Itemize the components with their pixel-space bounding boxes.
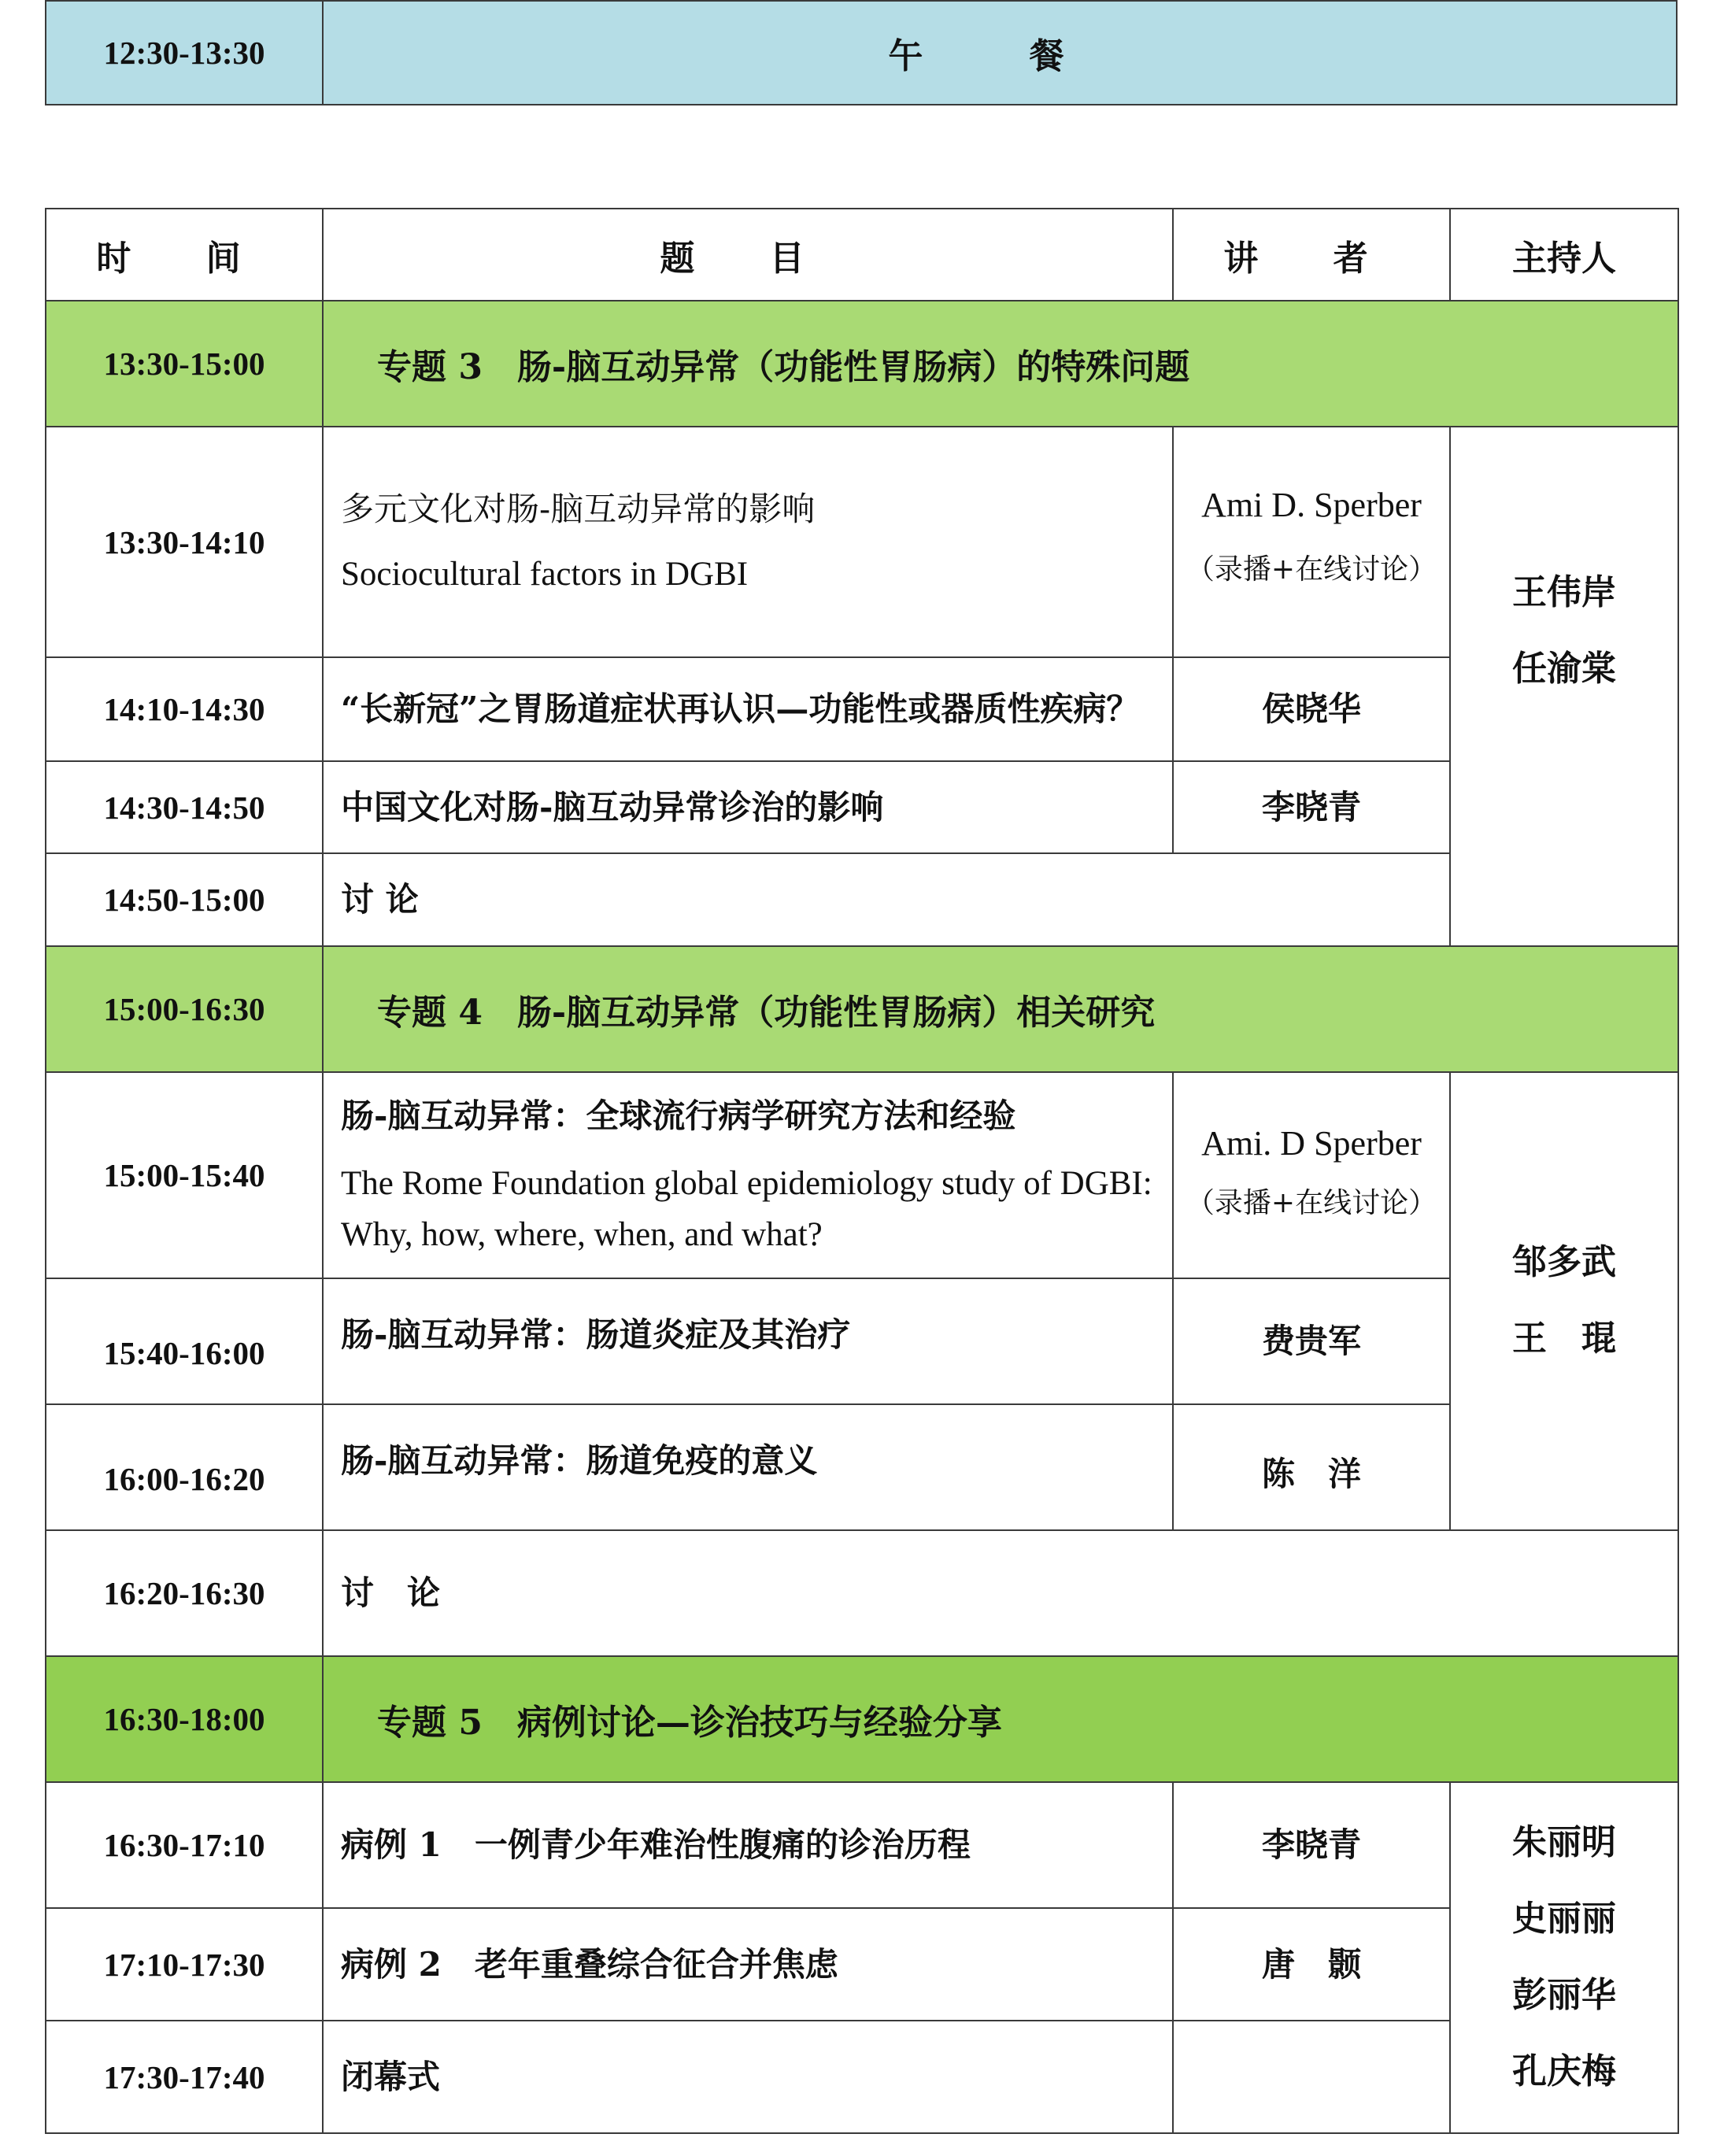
topic-zh: “长新冠”之胃肠道症状再认识—功能性或器质性疾病？	[323, 657, 1173, 761]
topic-zh: 肠-脑互动异常：全球流行病学研究方法和经验	[341, 1096, 1016, 1135]
table-row	[46, 1908, 1678, 2021]
lunch-label: 午 餐	[323, 1, 1677, 105]
speaker-name: 李晓青	[1173, 1782, 1450, 1908]
session-4-time: 15:00-16:30	[46, 946, 323, 1072]
topic-zh: 病例 2 老年重叠综合征合并焦虑	[323, 1908, 1173, 2021]
row-time: 13:30-14:10	[46, 427, 323, 657]
table-row	[46, 1072, 1678, 1278]
lunch-row	[46, 1, 1677, 105]
host-name: 彭丽华	[1512, 1975, 1616, 2015]
row-time: 14:10-14:30	[46, 657, 323, 761]
topic-zh: 讨 论	[323, 853, 1450, 946]
topic-zh: 闭幕式	[323, 2021, 1173, 2133]
row-time: 15:00-15:40	[46, 1072, 323, 1278]
table-row	[46, 1530, 1678, 1656]
session-3-row	[46, 301, 1678, 427]
session-5-hosts	[1450, 1782, 1678, 2133]
row-time: 16:20-16:30	[46, 1530, 323, 1656]
header-time: 时 间	[46, 209, 323, 301]
schedule-table	[45, 208, 1679, 2134]
lunch-time: 12:30-13:30	[46, 1, 323, 105]
session-5-time: 16:30-18:00	[46, 1656, 323, 1782]
table-row	[46, 427, 1678, 657]
session-4-row	[46, 946, 1678, 1072]
header-row	[46, 209, 1678, 301]
host-name: 邹多武	[1512, 1242, 1616, 1283]
speaker-note: （录播+在线讨论）	[1186, 553, 1437, 586]
topic-en: Sociocultural factors in DGBI	[341, 555, 749, 593]
row-time: 16:30-17:10	[46, 1782, 323, 1908]
row-time: 17:30-17:40	[46, 2021, 323, 2133]
host-name: 王 琨	[1512, 1318, 1616, 1359]
row-time: 15:40-16:00	[46, 1278, 323, 1404]
topic-zh: 中国文化对肠-脑互动异常诊治的影响	[323, 761, 1173, 853]
session-5-row	[46, 1656, 1678, 1782]
speaker-name	[1173, 2021, 1450, 2133]
row-time: 17:10-17:30	[46, 1908, 323, 2021]
session-3-time: 13:30-15:00	[46, 301, 323, 427]
session-5-title: 专题 5 病例讨论—诊治技巧与经验分享	[323, 1656, 1678, 1782]
topic-cell	[323, 1072, 1173, 1278]
table-row	[46, 761, 1678, 853]
row-time: 16:00-16:20	[46, 1404, 323, 1530]
speaker-name: 陈 洋	[1173, 1404, 1450, 1530]
table-row	[46, 1782, 1678, 1908]
host-name: 史丽丽	[1512, 1899, 1616, 1940]
speaker-cell	[1173, 427, 1450, 657]
host-name: 任渝棠	[1512, 649, 1616, 689]
topic-zh: 讨 论	[323, 1530, 1678, 1656]
topic-zh: 病例 1 一例青少年难治性腹痛的诊治历程	[323, 1782, 1173, 1908]
topic-cell	[323, 427, 1173, 657]
row-time: 14:30-14:50	[46, 761, 323, 853]
host-name: 王伟岸	[1512, 572, 1616, 613]
speaker-name: 李晓青	[1173, 761, 1450, 853]
lunch-table	[45, 0, 1678, 105]
speaker-name: 侯晓华	[1173, 657, 1450, 761]
session-3-hosts	[1450, 427, 1678, 946]
speaker-name: Ami. D Sperber	[1201, 1124, 1422, 1163]
speaker-cell	[1173, 1072, 1450, 1278]
speaker-note: （录播+在线讨论）	[1186, 1186, 1437, 1219]
table-row	[46, 853, 1678, 946]
session-4-title: 专题 4 肠-脑互动异常（功能性胃肠病）相关研究	[323, 946, 1678, 1072]
topic-en: The Rome Foundation global epidemiology study of DGBI: Why, how, where, when, and what?	[341, 1165, 1152, 1253]
speaker-name: 费贵军	[1173, 1278, 1450, 1404]
speaker-name: Ami D. Sperber	[1201, 485, 1422, 524]
host-name: 朱丽明	[1512, 1822, 1616, 1863]
header-topic: 题 目	[323, 209, 1173, 301]
row-time: 14:50-15:00	[46, 853, 323, 946]
topic-zh: 多元文化对肠-脑互动异常的影响	[341, 489, 816, 528]
topic-zh: 肠-脑互动异常：肠道炎症及其治疗	[323, 1278, 1173, 1404]
table-row	[46, 2021, 1678, 2133]
session-4-hosts	[1450, 1072, 1678, 1530]
speaker-name: 唐 颢	[1173, 1908, 1450, 2021]
table-row	[46, 1278, 1678, 1404]
header-host: 主持人	[1450, 209, 1678, 301]
session-3-title: 专题 3 肠-脑互动异常（功能性胃肠病）的特殊问题	[323, 301, 1678, 427]
header-speaker: 讲 者	[1173, 209, 1450, 301]
table-row	[46, 1404, 1678, 1530]
host-name: 孔庆梅	[1512, 2051, 1616, 2091]
table-row	[46, 657, 1678, 761]
topic-zh: 肠-脑互动异常：肠道免疫的意义	[323, 1404, 1173, 1530]
